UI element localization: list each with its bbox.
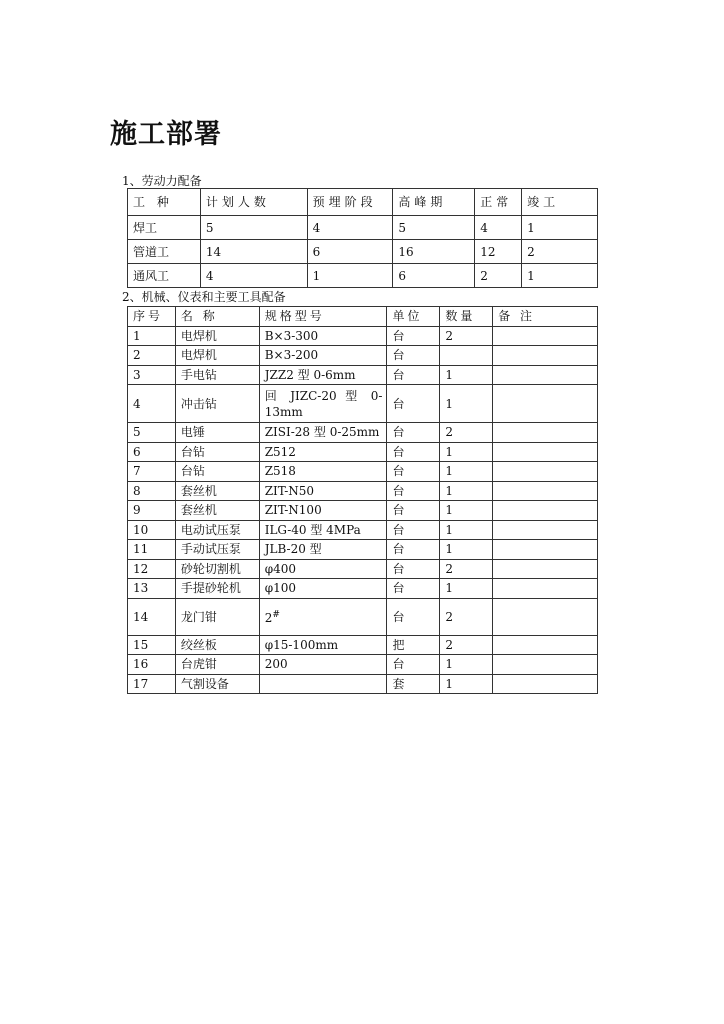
table-cell: 1	[307, 264, 393, 288]
table-cell: 台	[387, 520, 440, 540]
table-cell	[493, 520, 598, 540]
table-cell: B×3-300	[259, 326, 387, 346]
table-cell	[493, 540, 598, 560]
table-cell: 2	[475, 264, 522, 288]
table-cell: 台	[387, 326, 440, 346]
table-row	[128, 540, 598, 560]
table-cell: 套丝机	[175, 501, 259, 521]
table-cell: 16	[128, 655, 176, 675]
table-row	[128, 520, 598, 540]
table-row	[128, 481, 598, 501]
table-cell: 通风工	[128, 264, 201, 288]
table-cell: 2	[440, 423, 493, 443]
table-row	[128, 635, 598, 655]
table-cell: 5	[200, 216, 307, 240]
table-row	[128, 326, 598, 346]
table-cell: 台	[387, 598, 440, 635]
equipment-table	[127, 306, 598, 694]
table-cell: 气割设备	[175, 674, 259, 694]
table-cell: 手提砂轮机	[175, 579, 259, 599]
table-row	[128, 674, 598, 694]
table-cell	[493, 635, 598, 655]
table-cell: 1	[522, 216, 598, 240]
table-cell: 10	[128, 520, 176, 540]
table-row	[128, 264, 598, 288]
table-cell: 14	[200, 240, 307, 264]
header-cell: 单位	[387, 307, 440, 327]
table-cell: 回 JIZC-20 型 0-13mm	[259, 385, 387, 423]
table-cell: 4	[475, 216, 522, 240]
table-cell	[493, 501, 598, 521]
table-cell: ZIT-N100	[259, 501, 387, 521]
table-cell	[493, 346, 598, 366]
table-cell: 台	[387, 346, 440, 366]
table-cell: JLB-20 型	[259, 540, 387, 560]
table-cell	[493, 385, 598, 423]
table-cell: 台	[387, 385, 440, 423]
table-cell: 管道工	[128, 240, 201, 264]
table-header-row	[128, 189, 598, 216]
table-cell: 6	[393, 264, 475, 288]
table-cell: 14	[128, 598, 176, 635]
table-cell: 12	[128, 559, 176, 579]
table-cell: 台	[387, 442, 440, 462]
table-cell: 1	[440, 540, 493, 560]
table-cell: 电焊机	[175, 346, 259, 366]
labor-table	[127, 188, 598, 288]
table-row	[128, 598, 598, 635]
table-header-row	[128, 307, 598, 327]
table-cell: 1	[440, 674, 493, 694]
table-cell: 200	[259, 655, 387, 675]
table-cell: 台钻	[175, 462, 259, 482]
table-cell	[493, 326, 598, 346]
table-cell: 焊工	[128, 216, 201, 240]
table-cell: 11	[128, 540, 176, 560]
table-cell: Z518	[259, 462, 387, 482]
table-cell: 2	[440, 559, 493, 579]
table-cell: 电焊机	[175, 326, 259, 346]
table-row	[128, 216, 598, 240]
table-cell	[493, 559, 598, 579]
table-cell: 4	[128, 385, 176, 423]
table-cell: 砂轮切割机	[175, 559, 259, 579]
table-cell	[493, 674, 598, 694]
table-cell: 套	[387, 674, 440, 694]
table-cell: 15	[128, 635, 176, 655]
table-cell: ZISI-28 型 0-25mm	[259, 423, 387, 443]
header-cell: 正常	[475, 189, 522, 216]
table-cell: φ15-100mm	[259, 635, 387, 655]
table-cell: 2	[440, 635, 493, 655]
table-cell: 9	[128, 501, 176, 521]
page-title: 施工部署	[110, 119, 222, 150]
table-cell: B×3-200	[259, 346, 387, 366]
header-cell: 竣工	[522, 189, 598, 216]
table-cell: 2	[128, 346, 176, 366]
header-cell: 工 种	[128, 189, 201, 216]
table-cell: 台	[387, 481, 440, 501]
table-cell: 台	[387, 540, 440, 560]
table-cell	[440, 346, 493, 366]
table-cell: 龙门钳	[175, 598, 259, 635]
table-cell: 台	[387, 365, 440, 385]
table-cell: 1	[440, 501, 493, 521]
table-cell: 1	[440, 462, 493, 482]
header-cell: 高峰期	[393, 189, 475, 216]
table-cell: 台钻	[175, 442, 259, 462]
table-row	[128, 385, 598, 423]
table-cell	[493, 481, 598, 501]
table-cell	[493, 462, 598, 482]
table-cell	[493, 579, 598, 599]
table-cell: 台	[387, 501, 440, 521]
table-cell: 手动试压泵	[175, 540, 259, 560]
table-cell: 2	[522, 240, 598, 264]
header-cell: 名 称	[175, 307, 259, 327]
table-cell: 4	[307, 216, 393, 240]
table-cell: 台	[387, 559, 440, 579]
table-row	[128, 462, 598, 482]
table-cell: 12	[475, 240, 522, 264]
table-cell: JZZ2 型 0-6mm	[259, 365, 387, 385]
table-cell: 手电钻	[175, 365, 259, 385]
table-cell	[493, 365, 598, 385]
table-row	[128, 442, 598, 462]
table-cell: 台	[387, 462, 440, 482]
table-cell: 台虎钳	[175, 655, 259, 675]
table-cell: 7	[128, 462, 176, 482]
table-cell: 6	[307, 240, 393, 264]
table-cell: Z512	[259, 442, 387, 462]
table-cell: 1	[440, 442, 493, 462]
table-row	[128, 559, 598, 579]
header-cell: 预埋阶段	[307, 189, 393, 216]
table-cell: 绞丝板	[175, 635, 259, 655]
table-cell: 4	[200, 264, 307, 288]
table-cell: φ100	[259, 579, 387, 599]
table-row	[128, 655, 598, 675]
table-cell: 冲击钻	[175, 385, 259, 423]
header-cell: 序号	[128, 307, 176, 327]
table-cell: ILG-40 型 4MPa	[259, 520, 387, 540]
table-row	[128, 240, 598, 264]
table-cell: 1	[440, 655, 493, 675]
table-cell: 把	[387, 635, 440, 655]
table-row	[128, 346, 598, 366]
table-cell: 1	[440, 365, 493, 385]
table-cell: 1	[440, 481, 493, 501]
table-cell: 17	[128, 674, 176, 694]
table-cell: φ400	[259, 559, 387, 579]
table-cell: 2	[440, 326, 493, 346]
header-cell: 计划人数	[200, 189, 307, 216]
table-row	[128, 365, 598, 385]
table-cell: 1	[440, 520, 493, 540]
table-cell: 5	[128, 423, 176, 443]
table-cell: 13	[128, 579, 176, 599]
table-cell: 1	[522, 264, 598, 288]
table-cell: 1	[128, 326, 176, 346]
table-row	[128, 501, 598, 521]
table-cell: 1	[440, 385, 493, 423]
table-row	[128, 579, 598, 599]
table-row	[128, 423, 598, 443]
header-cell: 备 注	[493, 307, 598, 327]
table-cell: 2	[440, 598, 493, 635]
table-cell	[259, 674, 387, 694]
header-cell: 规格型号	[259, 307, 387, 327]
table-cell: 16	[393, 240, 475, 264]
equipment-table-body	[128, 307, 598, 694]
table-cell: 套丝机	[175, 481, 259, 501]
table-cell	[493, 598, 598, 635]
table-cell: 电动试压泵	[175, 520, 259, 540]
table-cell: ZIT-N50	[259, 481, 387, 501]
header-cell: 数量	[440, 307, 493, 327]
table-cell: 6	[128, 442, 176, 462]
table-cell	[493, 442, 598, 462]
table-cell	[493, 655, 598, 675]
table-cell: 台	[387, 655, 440, 675]
table-cell: 5	[393, 216, 475, 240]
table-cell	[493, 423, 598, 443]
table-cell: 2#	[259, 598, 387, 635]
table-cell: 台	[387, 423, 440, 443]
section-heading-labor: 1、劳动力配备	[122, 174, 202, 188]
table-cell: 台	[387, 579, 440, 599]
section-heading-equipment: 2、机械、仪表和主要工具配备	[122, 290, 286, 304]
table-cell: 1	[440, 579, 493, 599]
table-cell: 电锤	[175, 423, 259, 443]
table-cell: 3	[128, 365, 176, 385]
table-cell: 8	[128, 481, 176, 501]
